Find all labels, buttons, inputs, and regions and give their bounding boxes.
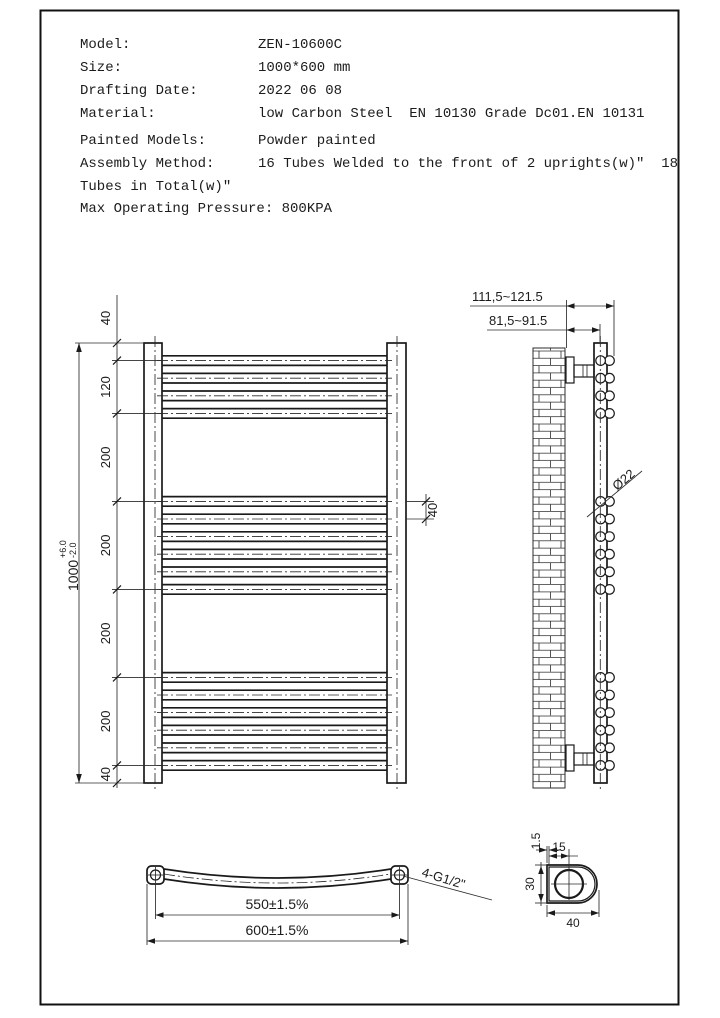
spec-label: Painted Models: [80,133,207,149]
dim-segment: 200 [98,534,113,557]
brick-wall [533,348,565,788]
spec-continuation: Tubes in Total(w)" [80,179,232,195]
spec-label: Drafting Date: [80,83,198,99]
spec-label: Assembly Method: [80,156,215,172]
dim-segment: 40 [98,766,113,782]
dim-tolerance-plus: +6.0 [58,540,68,558]
spec-label: Model: [80,37,131,53]
spec-label: Size: [80,60,123,76]
profile-width-value: 40 [566,916,580,930]
dim-segment: 200 [98,622,113,645]
dim-segment: 200 [98,446,113,469]
spec-value: 16 Tubes Welded to the front of 2 uprights(w)" 18 [258,156,679,172]
profile-depth-value: 30 [523,877,537,891]
connections-value: 4-G1/2" [420,864,467,892]
dim-segment: 40 [98,310,113,326]
dim-segment: 120 [98,376,113,398]
pitch-value: 550±1.5% [245,896,309,912]
spec-pressure: Max Operating Pressure: 800KPA [80,201,333,217]
tube-diameter-value: Ø22 [609,466,638,494]
spec-value: Powder painted [258,133,376,149]
overall-width-value: 600±1.5% [245,922,309,938]
dim-segment: 200 [98,710,113,733]
spec-value: 1000*600 mm [258,60,351,76]
dim-spacing-value: 40 [425,502,440,518]
end-cap-right [391,866,408,884]
end-cap-left [147,866,164,884]
spec-value: 2022 06 08 [258,83,343,99]
dim-tolerance-minus: -2.0 [68,542,78,558]
spec-value: ZEN-10600C [258,37,343,53]
dim-overall-value: 1000 [65,559,81,591]
spec-value: low Carbon Steel EN 10130 Grade Dc01.EN 10131 [258,106,645,122]
spec-label: Material: [80,106,156,122]
wall-thickness-value: 1.5 [529,832,543,850]
hole-offset-value: 15 [552,840,566,854]
dim-wall-to-face-value: 111,5~121.5 [472,289,543,304]
dim-wall-to-center-value: 81,5~91.5 [489,313,548,328]
